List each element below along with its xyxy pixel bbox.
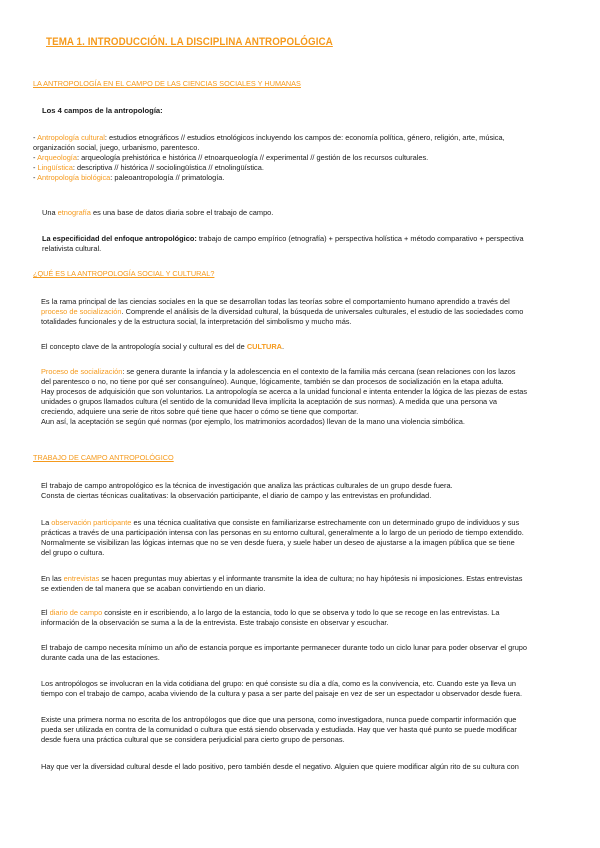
definicion-paragraph xyxy=(41,297,573,327)
text: . xyxy=(282,342,285,351)
paragraph-line: desde fuera una práctica cultural que se considera perjudicial para cierto grupo de personas. xyxy=(41,734,345,744)
paragraph-line: relativista cultural. xyxy=(42,243,102,253)
paragraph-line: del grupo o cultura. xyxy=(41,547,105,557)
bullet: - xyxy=(33,133,38,142)
entrevistas-paragraph xyxy=(41,574,573,594)
text: trabajo de campo empírico (etnografía) + perspectiva holística + método comparativo + perspectiva xyxy=(196,234,524,243)
duracion-paragraph xyxy=(41,643,573,663)
paragraph-line: Es la rama principal de las ciencias sociales en la que se desarrollan todas las teorías sobre el comportamiento humano aprendido a través del xyxy=(41,297,510,306)
text: es una base de datos diaria sobre el trabajo de campo. xyxy=(90,208,274,217)
bullet: - xyxy=(33,172,38,182)
paragraph-line xyxy=(41,608,573,618)
field-text: : descriptiva // histórica // sociolingüística // etnolingüística. xyxy=(72,162,264,172)
text: es una técnica cualitativa que consiste en familiarizarse estrechamente con un determinado grupo de individuos y sus xyxy=(131,518,520,527)
section-heading-trabajo-campo: TRABAJO DE CAMPO ANTROPOLÓGICO xyxy=(33,453,174,462)
paragraph-line: Los antropólogos se involucran en la vida cotidiana del grupo: en qué consiste su día a día, como es la convivencia, etc. Cuando este ya lleva un xyxy=(41,679,516,688)
etnografia-paragraph xyxy=(42,208,590,218)
paragraph-line: se extienden de tal manera que se acaban convirtiendo en un diario. xyxy=(41,583,266,593)
socializacion-paragraph xyxy=(41,367,573,426)
text: : se genera durante la infancia y la adolescencia en el contexto de la familia más cercana (sean relaciones con los lazos xyxy=(122,367,516,376)
vida-cotidiana-paragraph xyxy=(41,679,573,699)
paragraph-line: tiempo con el trabajo de campo, acaba viviendo de la cultura y pasa a ser parte del paisaje en vez de ser un espectador u observador desde fuera. xyxy=(41,688,523,698)
cultura-term: CULTURA xyxy=(246,342,283,351)
paragraph-line: durante cada una de las estaciones. xyxy=(41,652,160,662)
paragraph-line: Aun así, la aceptación se según qué normas (por ejemplo, los matrimonios acordados) llevan de la mano una violencia simbólica. xyxy=(41,416,465,426)
field-name: Antropología biológica xyxy=(37,172,111,182)
concepto-clave-paragraph xyxy=(41,342,573,352)
especificidad-paragraph xyxy=(42,234,590,254)
field-item xyxy=(33,133,581,143)
paragraph-line: información de la observación se suma a la de la entrevista. Este trabajo consiste en observar y escuchar. xyxy=(41,617,389,627)
paragraph-line: pueda ser utilizada en contra de la comunidad o cultura que está siendo observada y estudiada. Hay que ver hasta qué punto se puede modificar xyxy=(41,724,517,734)
paragraph-line: prácticas a través de una participación intensa con las personas en su entorno cultural, generalmente a lo largo de un periodo de tiempo extendido. xyxy=(41,527,524,537)
norma-paragraph xyxy=(41,715,573,745)
paragraph-line: Consta de ciertas técnicas cualitativas: la observación participante, el diario de campo y las entrevistas en profundidad. xyxy=(41,490,432,500)
text: La xyxy=(41,518,52,527)
section-heading-antropologia-campo: LA ANTROPOLOGÍA EN EL CAMPO DE LAS CIENCIAS SOCIALES Y HUMANAS xyxy=(33,79,301,88)
observacion-paragraph xyxy=(41,518,573,558)
field-item-continuation: organización social, juego, urbanismo, parentesco. xyxy=(33,142,200,152)
diario-paragraph xyxy=(41,608,573,628)
field-text: : arqueología prehistórica e histórica // etnoarqueología // experimental // gestión de los recursos culturales. xyxy=(76,152,429,162)
bullet: - xyxy=(33,162,38,172)
paragraph-line: Normalmente se visibilizan las lógicas internas que no se ven desde fuera, y suele haber un deseo de ajustarse a la imagen pública que se tiene xyxy=(41,537,515,547)
entrevistas-term: entrevistas xyxy=(63,574,100,583)
paragraph-line: unidades o grupos llamados cultura (el sentido de la comunidad lleva implícita la aceptación de sus normas). A medida que una persona va xyxy=(41,396,498,406)
socializacion-term: proceso de socialización xyxy=(41,306,122,316)
bullet: - xyxy=(33,152,38,162)
text: Una xyxy=(42,208,58,217)
trabajo-campo-paragraph xyxy=(41,481,573,501)
etnografia-term: etnografía xyxy=(57,208,91,217)
paragraph-line xyxy=(42,234,590,244)
especificidad-label: La especificidad del enfoque antropológico: xyxy=(42,234,197,243)
socializacion-term: Proceso de socialización xyxy=(41,367,123,376)
field-item xyxy=(33,163,581,173)
fields-list xyxy=(33,133,581,183)
field-text: : estudios etnográficos // estudios etnológicos incluyendo los campos de: economía política, género, religión, arte, música, xyxy=(104,133,505,142)
paragraph-line: Hay que ver la diversidad cultural desde el lado positivo, pero también desde el negativo. Alguien que quiere modificar algún rito de su cultura con xyxy=(41,762,519,771)
text: consiste en ir escribiendo, a lo largo de la estancia, todo lo que se observa y todo lo que se recoge en las entrevistas. La xyxy=(102,608,500,617)
text: . Comprende el análisis de la diversidad cultural, la búsqueda de universales culturales, el estudio de las sociedades como xyxy=(121,306,524,316)
paragraph-line xyxy=(41,518,573,528)
paragraph-line: totalidades funcionales y de la estructura social, la interpretación del simbolismo y mucho más. xyxy=(41,316,352,326)
paragraph-line: El trabajo de campo necesita mínimo un año de estancia porque es importante permanecer durante todo un ciclo lunar para poder observar el grupo xyxy=(41,643,528,652)
paragraph-line: Existe una primera norma no escrita de los antropólogos que dice que una persona, como investigadora, nunca puede compartir información que xyxy=(41,715,517,724)
text: El concepto clave de la antropología social y cultural es del de xyxy=(41,342,247,351)
paragraph-line xyxy=(41,307,573,317)
text: El xyxy=(41,608,50,617)
field-name: Arqueología xyxy=(37,152,77,162)
diversidad-paragraph xyxy=(41,762,573,772)
field-item xyxy=(33,153,581,163)
subheading-cuatro-campos: Los 4 campos de la antropología: xyxy=(42,106,163,115)
paragraph-line xyxy=(41,574,573,584)
observacion-term: observación participante xyxy=(51,518,132,527)
field-text: : paleoantropología // primatología. xyxy=(110,172,225,182)
paragraph-line: del parentesco o no, no tiene por qué ser consanguíneo). Aunque, lógicamente, también se dan procesos de socialización en la etapa adulta. xyxy=(41,376,504,386)
paragraph-line: Hay procesos de adquisición que son voluntarios. La antropología se acerca a la unidad funcional e intenta entender la lógica de las piezas de estas xyxy=(41,386,528,396)
paragraph-line: El trabajo de campo antropológico es la técnica de investigación que analiza las prácticas culturales de un grupo desde fuera. xyxy=(41,481,453,490)
paragraph-line: creciendo, adquiere una serie de ritos sobre qué tiene que hacer o cómo se tiene que comportar. xyxy=(41,406,359,416)
diario-term: diario de campo xyxy=(49,608,103,617)
section-heading-que-es: ¿QUÉ ES LA ANTROPOLOGÍA SOCIAL Y CULTURAL? xyxy=(33,269,215,278)
field-name: Lingüística xyxy=(37,162,73,172)
text: En las xyxy=(41,574,64,583)
field-name: Antropología cultural xyxy=(37,133,105,142)
text: se hacen preguntas muy abiertas y el informante transmite la idea de cultura; no hay hipótesis ni imposiciones. Estas entrevistas xyxy=(99,574,523,583)
field-item xyxy=(33,173,581,183)
page-title: TEMA 1. INTRODUCCIÓN. LA DISCIPLINA ANTROPOLÓGICA xyxy=(46,36,333,48)
paragraph-line xyxy=(41,367,573,377)
